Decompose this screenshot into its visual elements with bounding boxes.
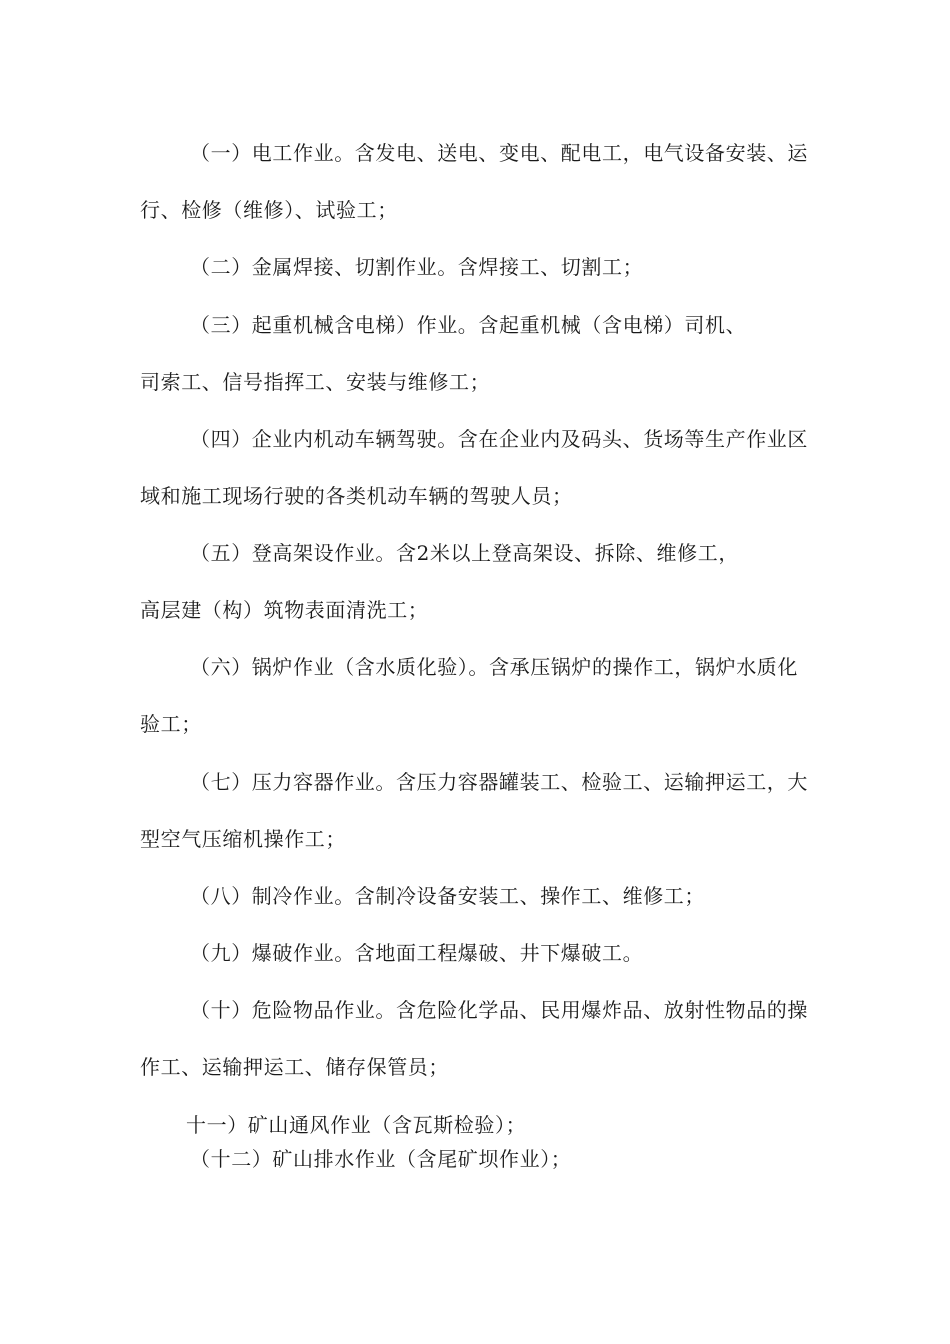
paragraph-7-line-1: （七）压力容器作业。含压力容器罐装工、检验工、运输押运工，大 [190,770,808,794]
paragraph-1-line-2: 行、检修（维修）、试验工； [140,198,398,222]
paragraph-10-line-2: 作工、运输押运工、储存保管员； [140,1055,449,1079]
paragraph-2: （二）金属焊接、切割作业。含焊接工、切割工； [190,255,644,279]
paragraph-5-line-1: （五）登高架设作业。含2米以上登高架设、拆除、维修工， [190,541,739,565]
paragraph-3-line-2: 司索工、信号指挥工、安装与维修工； [140,370,491,394]
paragraph-1-line-1: （一）电工作业。含发电、送电、变电、配电工，电气设备安装、运 [190,141,808,165]
paragraph-3-line-1: （三）起重机械含电梯）作业。含起重机械（含电梯）司机、 [190,313,747,337]
paragraph-4-line-2: 域和施工现场行驶的各类机动车辆的驾驶人员； [140,484,573,508]
paragraph-12: （十二）矿山排水作业（含尾矿坝作业）； [190,1147,572,1171]
paragraph-9: （九）爆破作业。含地面工程爆破、井下爆破工。 [190,941,644,965]
paragraph-6-line-1: （六）锅炉作业（含水质化验）。含承压锅炉的操作工，锅炉水质化 [190,655,798,679]
paragraph-11: 十一）矿山通风作业（含瓦斯检验）； [186,1113,527,1137]
paragraph-6-line-2: 验工； [140,712,202,736]
paragraph-7-line-2: 型空气压缩机操作工； [140,827,346,851]
paragraph-5-line-2: 高层建（构）筑物表面清洗工； [140,598,429,622]
paragraph-8: （八）制冷作业。含制冷设备安装工、操作工、维修工； [190,884,705,908]
paragraph-4-line-1: （四）企业内机动车辆驾驶。含在企业内及码头、货场等生产作业区 [190,427,808,451]
paragraph-10-line-1: （十）危险物品作业。含危险化学品、民用爆炸品、放射性物品的操 [190,998,808,1022]
